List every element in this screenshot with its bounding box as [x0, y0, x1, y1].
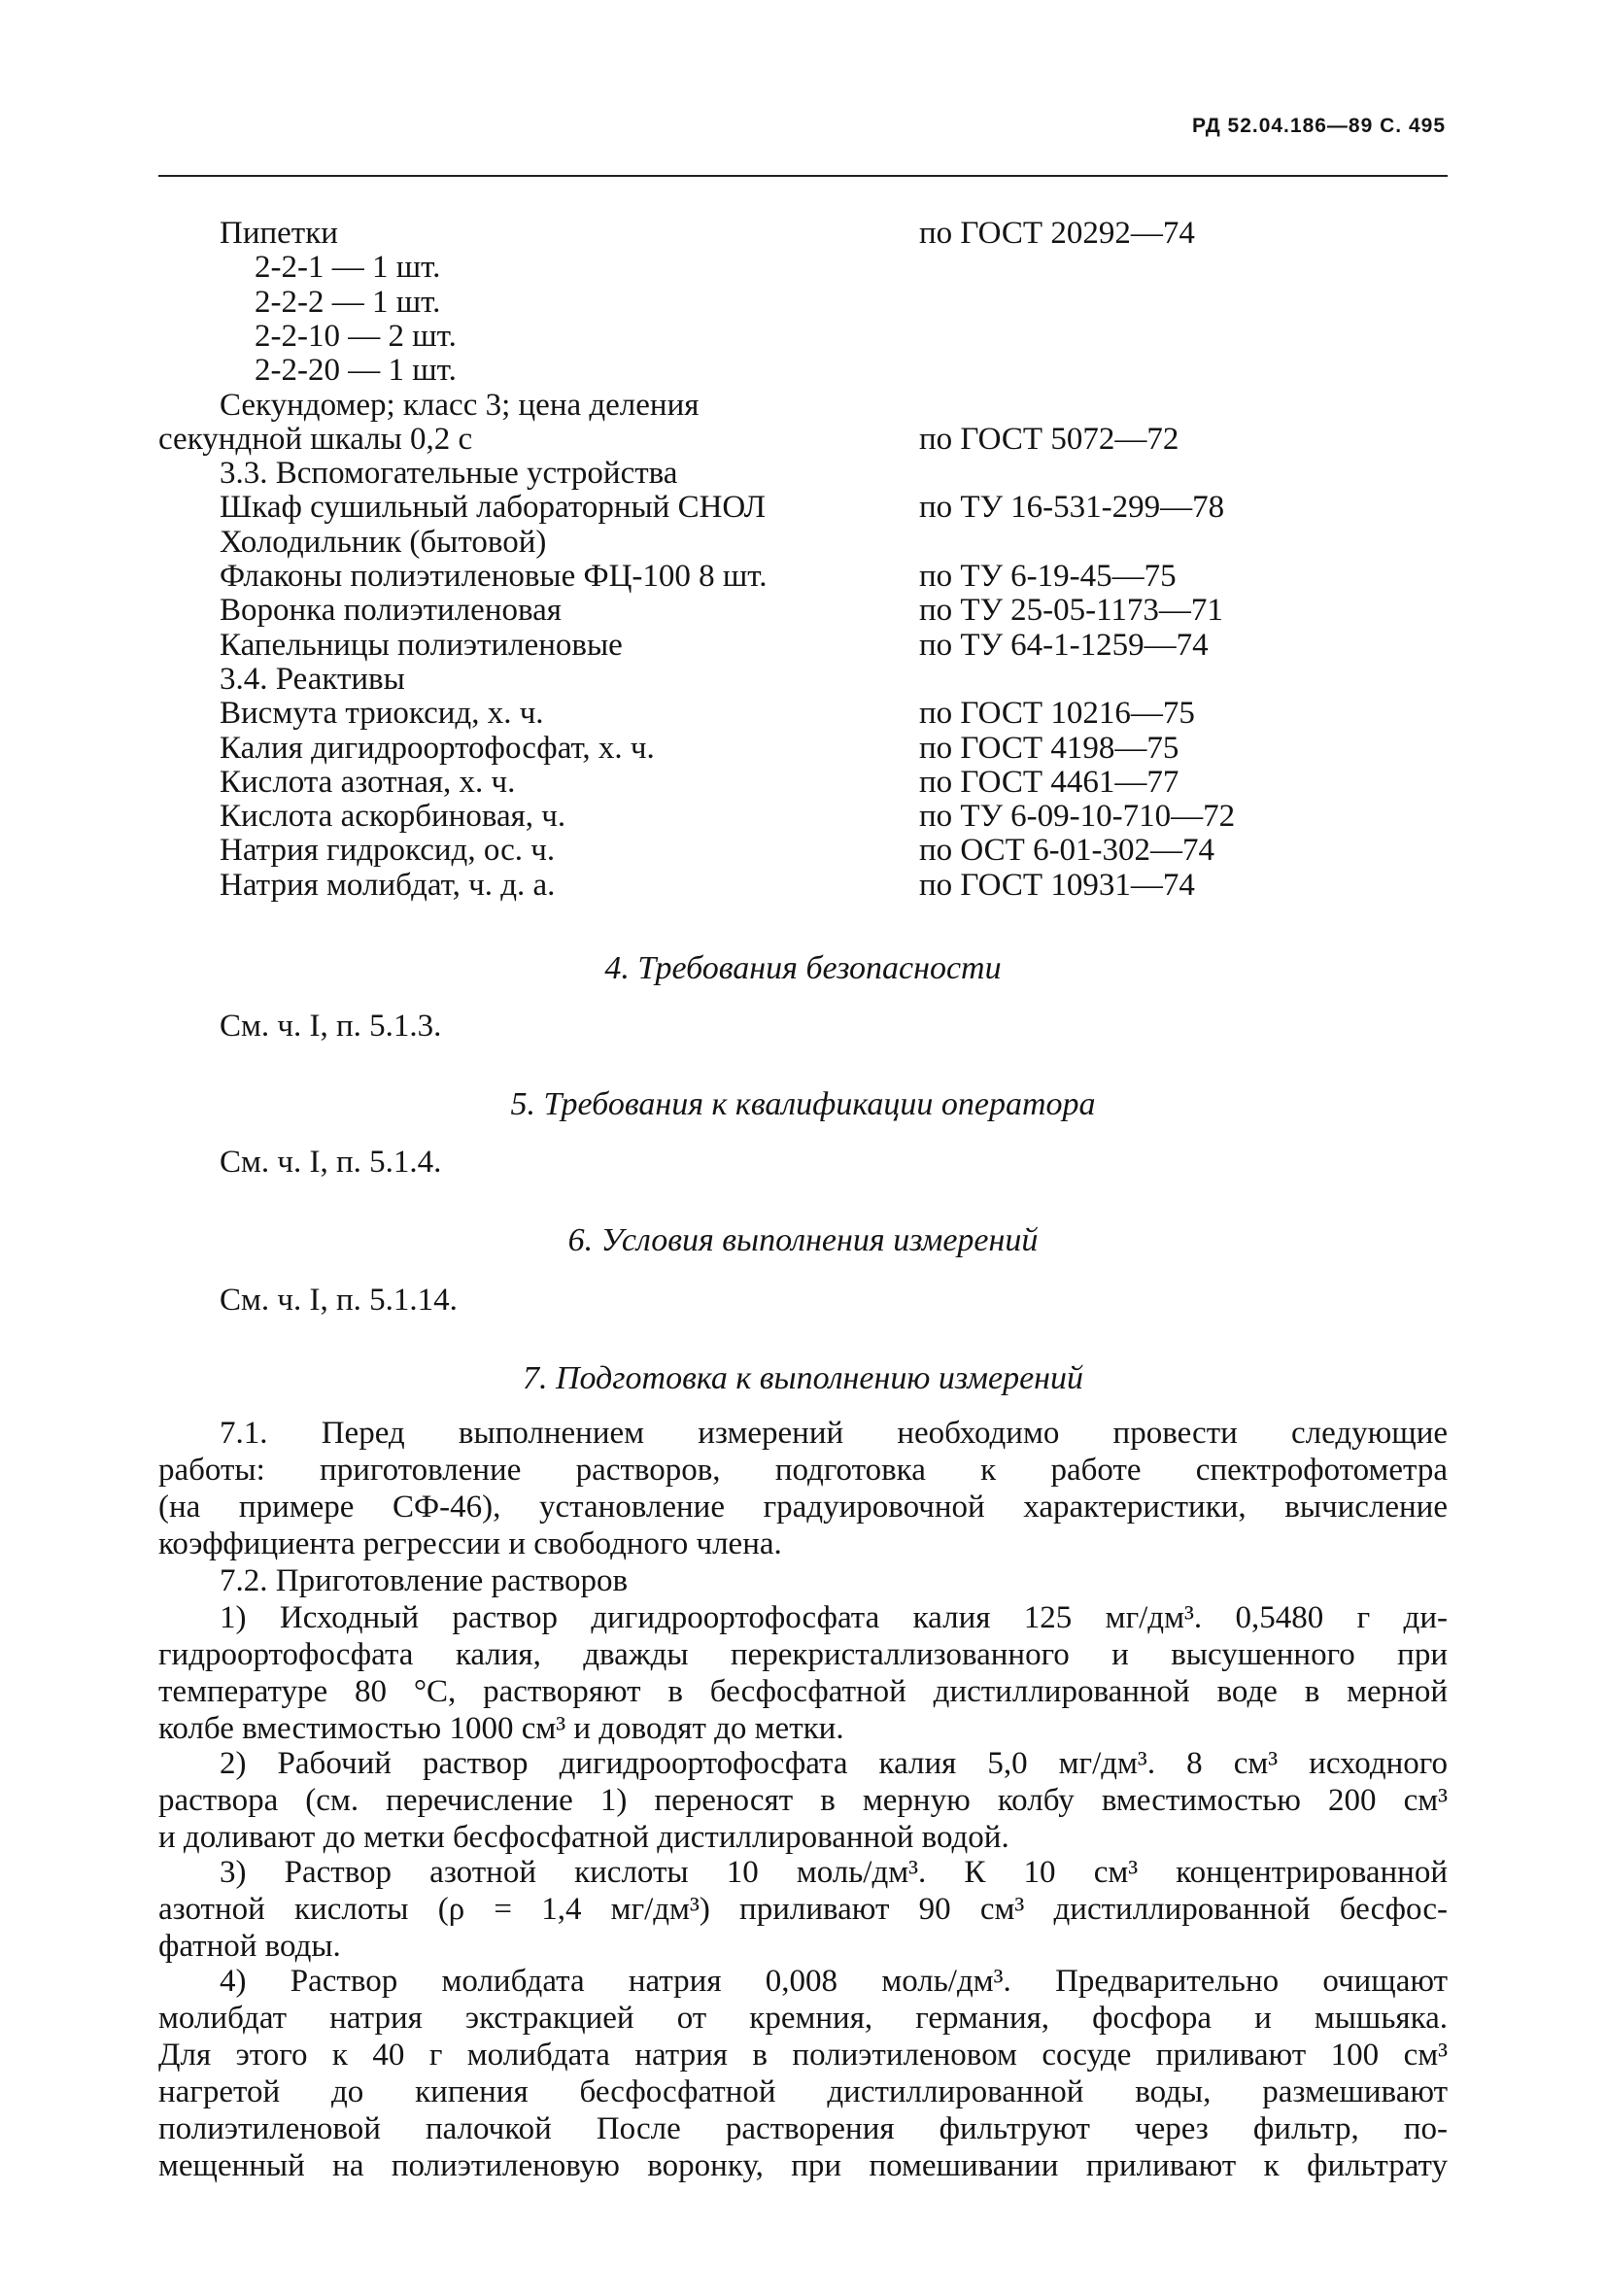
paragraph-line: гидроортофосфата калия, дважды перекристаллизованного и высушенного при: [158, 1637, 1448, 1672]
equipment-name: 3.3. Вспомогательные устройства: [220, 456, 678, 491]
paragraph-line: колбе вместимостью 1000 см³ и доводят до метки.: [158, 1711, 844, 1746]
equipment-name: 2-2-10 — 2 шт.: [255, 319, 457, 354]
equipment-name: Кислота азотная, х. ч.: [220, 765, 516, 800]
paragraph-line: молибдат натрия экстракцией от кремния, германия, фосфора и мышьяка.: [158, 2001, 1448, 2036]
paragraph-line: (на примере СФ-46), установление градуировочной характеристики, вычисление: [158, 1490, 1448, 1525]
paragraph-line: нагретой до кипения бесфосфатной дистиллированной воды, размешивают: [158, 2074, 1448, 2109]
equipment-standard-ref: по ГОСТ 10216—75: [919, 696, 1195, 731]
section-6-text: См. ч. I, п. 5.1.14.: [220, 1283, 458, 1318]
equipment-standard-ref: по ТУ 6-09-10-710—72: [919, 799, 1236, 834]
paragraph-line: 7.1. Перед выполнением измерений необходимо провести следующие: [220, 1416, 1448, 1451]
paragraph-line: коэффициента регрессии и свободного члена.: [158, 1526, 782, 1561]
equipment-standard-ref: по ГОСТ 10931—74: [919, 868, 1195, 903]
header-rule: [158, 175, 1448, 177]
equipment-name: Холодильник (бытовой): [220, 525, 547, 560]
equipment-name: 2-2-20 — 1 шт.: [255, 353, 457, 388]
equipment-standard-ref: по ТУ 25-05-1173—71: [919, 593, 1223, 628]
equipment-name: Шкаф сушильный лабораторный СНОЛ: [220, 490, 766, 525]
paragraph-line: фатной воды.: [158, 1929, 341, 1964]
paragraph-line: 7.2. Приготовление растворов: [220, 1563, 629, 1598]
equipment-name: Пипетки: [220, 216, 338, 251]
paragraph-line: 4) Раствор молибдата натрия 0,008 моль/дм³. Предварительно очищают: [220, 1964, 1448, 1999]
equipment-standard-ref: по ГОСТ 4461—77: [919, 765, 1179, 800]
paragraph-line: работы: приготовление растворов, подготовка к работе спектрофотометра: [158, 1453, 1448, 1488]
paragraph-item-4: [158, 1963, 1448, 2184]
running-head: РД 52.04.186—89 С. 495: [1192, 115, 1446, 137]
section-4-title: 4. Требования безопасности: [604, 950, 1002, 986]
paragraph-line: 1) Исходный раствор дигидроортофосфата калия 125 мг/дм³. 0,5480 г ди-: [220, 1600, 1448, 1635]
equipment-name: Флаконы полиэтиленовые ФЦ-100 8 шт.: [220, 559, 768, 594]
equipment-name: 2-2-2 — 1 шт.: [255, 285, 441, 320]
paragraph-7-2: [158, 1562, 1448, 1599]
paragraph-line: мещенный на полиэтиленовую воронку, при помешивании приливают к фильтрату: [158, 2148, 1448, 2183]
equipment-standard-ref: по ТУ 6-19-45—75: [919, 559, 1177, 594]
equipment-name: Калия дигидроортофосфат, х. ч.: [220, 731, 655, 766]
equipment-standard-ref: по ГОСТ 5072—72: [919, 422, 1179, 457]
equipment-standard-ref: по ТУ 16-531-299—78: [919, 490, 1225, 525]
equipment-name: Капельницы полиэтиленовые: [220, 628, 623, 663]
paragraph-7-1: [158, 1415, 1448, 1562]
equipment-name: Натрия молибдат, ч. д. а.: [220, 868, 556, 903]
equipment-name: 3.4. Реактивы: [220, 662, 405, 697]
equipment-standard-ref: по ГОСТ 4198—75: [919, 731, 1179, 766]
paragraph-line: 2) Рабочий раствор дигидроортофосфата калия 5,0 мг/дм³. 8 см³ исходного: [220, 1746, 1448, 1781]
equipment-name: Висмута триоксид, х. ч.: [220, 696, 544, 731]
paragraph-line: азотной кислоты (ρ = 1,4 мг/дм³) приливают 90 см³ дистиллированной бесфос-: [158, 1892, 1448, 1927]
section-6-title: 6. Условия выполнения измерений: [567, 1222, 1039, 1258]
paragraph-item-2: [158, 1745, 1448, 1856]
section-4-text: См. ч. I, п. 5.1.3.: [220, 1009, 442, 1044]
paragraph-line: 3) Раствор азотной кислоты 10 моль/дм³. К 10 см³ концентрированной: [220, 1855, 1448, 1890]
section-5-text: См. ч. I, п. 5.1.4.: [220, 1145, 442, 1180]
equipment-standard-ref: по ГОСТ 20292—74: [919, 216, 1195, 251]
paragraph-line: полиэтиленовой палочкой После растворения фильтруют через фильтр, по-: [158, 2111, 1448, 2146]
section-5-title: 5. Требования к квалификации оператора: [510, 1086, 1096, 1122]
paragraph-line: раствора (см. перечисление 1) переносят в мерную колбу вместимостью 200 см³: [158, 1783, 1448, 1818]
equipment-name: 2-2-1 — 1 шт.: [255, 250, 441, 285]
equipment-name: Кислота аскорбиновая, ч.: [220, 799, 566, 834]
section-7-title: 7. Подготовка к выполнению измерений: [522, 1360, 1084, 1396]
paragraph-line: и доливают до метки бесфосфатной дистиллированной водой.: [158, 1820, 1009, 1855]
equipment-name: Натрия гидроксид, ос. ч.: [220, 833, 556, 868]
equipment-standard-ref: по ОСТ 6-01-302—74: [919, 833, 1215, 868]
equipment-name: Воронка полиэтиленовая: [220, 593, 562, 628]
paragraph-line: температуре 80 °С, растворяют в бесфосфатной дистиллированной воде в мерной: [158, 1674, 1448, 1709]
equipment-standard-ref: по ТУ 64-1-1259—74: [919, 628, 1209, 663]
paragraph-item-3: [158, 1854, 1448, 1965]
paragraph-item-1: [158, 1599, 1448, 1747]
equipment-name: секундной шкалы 0,2 с: [158, 422, 473, 457]
equipment-name: Секундомер; класс 3; цена деления: [220, 388, 700, 423]
paragraph-line: Для этого к 40 г молибдата натрия в полиэтиленовом сосуде приливают 100 см³: [158, 2038, 1448, 2073]
